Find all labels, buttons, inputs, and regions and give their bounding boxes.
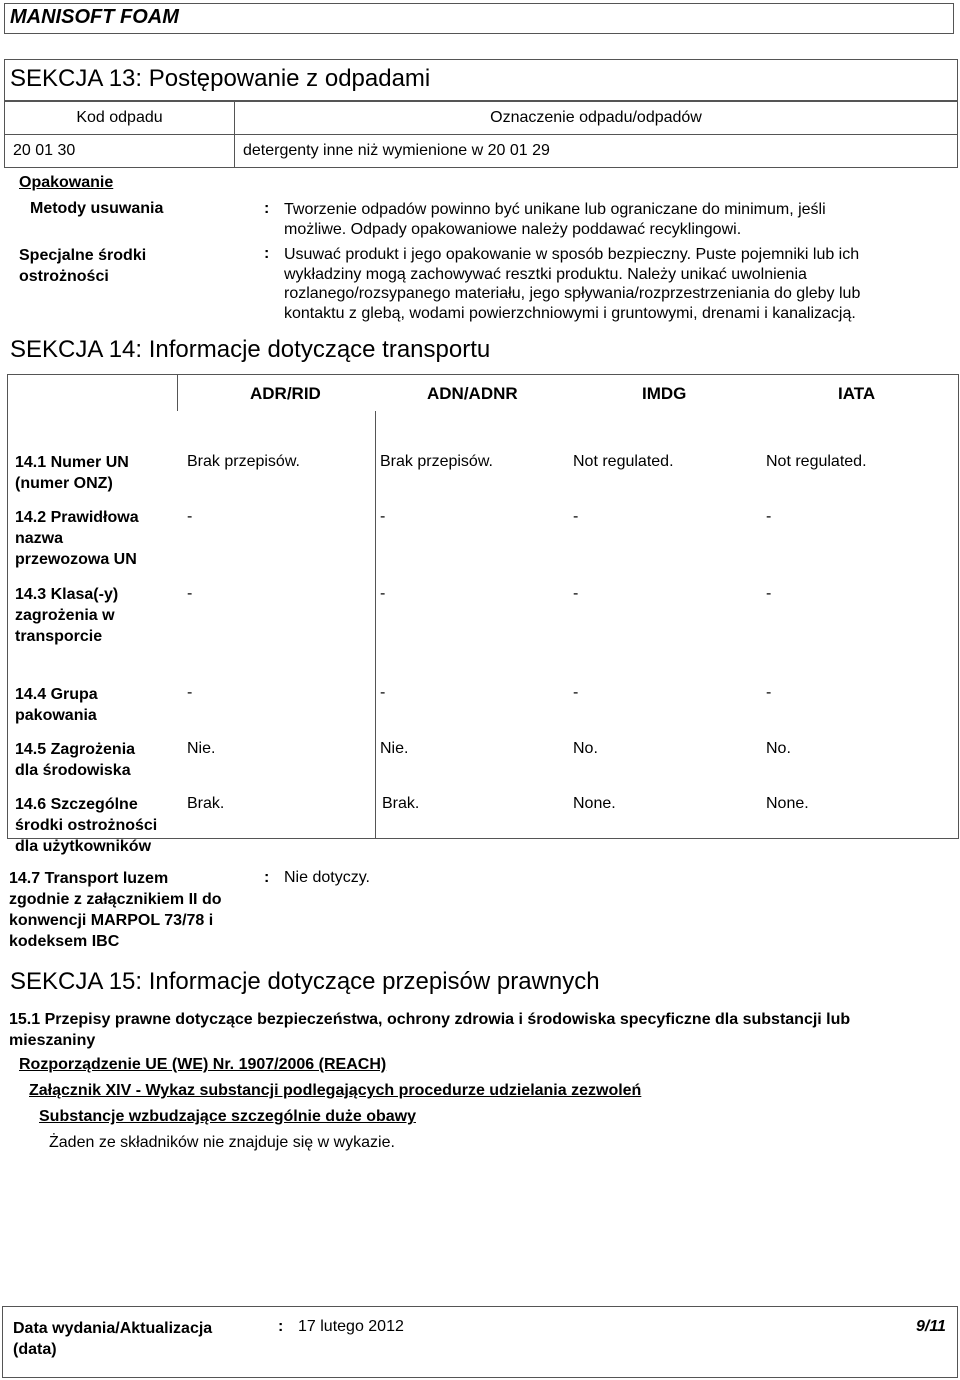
label-line: kodeksem IBC [9,933,120,950]
col-waste-code: Kod odpadu [5,102,235,135]
label-line: (data) [13,1341,57,1358]
col-imdg: IMDG [642,384,687,403]
environmental-adn: Nie. [380,739,409,757]
un-number-adn: Brak przepisów. [380,452,493,470]
bulk-transport-label [9,868,221,952]
label-line: Specjalne środki [19,247,147,264]
regulations-sub-heading [9,1009,954,1051]
row-label-user-precautions [15,794,157,857]
footer-date-value: 17 lutego 2012 [298,1318,404,1335]
label-line: środki ostrożności [15,816,158,834]
label-line: zagrożenia w [15,606,115,624]
hazard-class-adr: - [187,584,193,602]
transport-table [7,374,959,855]
label-line: dla środowiska [15,761,131,779]
text-line: Usuwać produkt i jego opakowanie w sposób bezpieczny. Puste pojemniki lub ich [284,246,860,263]
label-line: ostrożności [19,268,109,285]
colon: : [264,869,270,886]
un-number-adr: Brak przepisów. [187,452,300,470]
waste-table-header [5,102,958,135]
colon: : [278,1318,284,1335]
disposal-methods-text [284,200,826,239]
label-line: (numer ONZ) [15,474,113,492]
text-line: wykładziny mogą zachowywać resztki produktu. Należy unikać uwolnienia [284,265,807,283]
waste-designation: detergenty inne niż wymienione w 20 01 29 [235,135,958,168]
row-label-environmental [15,739,135,781]
packing-group-imdg: - [573,683,579,701]
environmental-adr: Nie. [187,739,216,757]
row-labels-cell [8,411,867,855]
bulk-transport-value: Nie dotyczy. [284,869,370,886]
shipping-name-iata: - [766,507,772,525]
annex-xiv-link[interactable]: Załącznik XIV - Wykaz substancji podlegających procedurze udzielania zezwoleń [29,1082,642,1099]
label-line: 14.1 Numer UN [15,453,129,471]
row-label-un-number [15,452,129,494]
colon: : [264,245,270,262]
text-line: Tworzenie odpadów powinno być unikane lub ograniczane do minimum, jeśli [284,201,826,218]
shipping-name-imdg: - [573,507,579,525]
hazard-class-imdg: - [573,584,579,602]
body-right [376,411,959,839]
page-number: 9/11 [916,1318,946,1335]
col-adn-adnr: ADN/ADNR [427,384,518,403]
transport-table-header [8,375,959,411]
section-13-heading: SEKCJA 13: Postępowanie z odpadami [10,65,431,92]
hazard-class-iata: - [766,584,772,602]
label-line: 14.2 Prawidłowa [15,508,139,526]
shipping-name-adn: - [380,507,386,525]
label-line: 14.5 Zagrożenia [15,740,136,758]
environmental-iata: No. [766,739,791,757]
label-line: Data wydania/Aktualizacja [13,1320,213,1337]
label-line: 14.6 Szczególne [15,795,138,813]
document-title: MANISOFT FOAM [10,6,179,28]
section-15-heading: SEKCJA 15: Informacje dotyczące przepisów prawnych [10,968,600,995]
label-line: zgodnie z załącznikiem II do [9,891,222,908]
user-precautions-adn: Brak. [382,794,420,812]
un-number-iata: Not regulated. [766,452,867,470]
label-line: transporcie [15,627,103,645]
special-precautions-label [19,245,146,287]
label-line: dla użytkowników [15,837,152,855]
label-line: nazwa [15,529,64,547]
text-line: możliwe. Odpady opakowaniowe należy poddawać recyklingowi. [284,220,742,238]
disposal-methods-label: Metody usuwania [30,200,164,217]
special-precautions-text [284,245,860,323]
header-blank [8,375,178,411]
colon: : [264,200,270,217]
label-line: konwencji MARPOL 73/78 i [9,912,214,929]
section-14-heading: SEKCJA 14: Informacje dotyczące transportu [10,336,491,363]
user-precautions-adr: Brak. [187,794,225,812]
svhc-link[interactable]: Substancje wzbudzające szczególnie duże obawy [39,1108,416,1125]
packing-group-adr: - [187,683,193,701]
transport-table-body [8,411,959,839]
svhc-text: Żaden ze składników nie znajduje się w wykazie. [49,1134,395,1151]
label-line: 14.4 Grupa [15,685,98,703]
header-columns [178,375,959,411]
row-label-hazard-class [15,584,118,647]
shipping-name-adr: - [187,507,193,525]
label-line: mieszaniny [9,1032,96,1049]
user-precautions-iata: None. [766,794,809,812]
label-line: przewozowa UN [15,550,137,568]
reach-regulation-link[interactable]: Rozporządzenie UE (WE) Nr. 1907/2006 (REACH) [19,1056,387,1073]
waste-code-table [4,101,958,168]
user-precautions-imdg: None. [573,794,616,812]
packing-group-adn: - [380,683,386,701]
col-iata: IATA [838,384,876,403]
label-line: 14.7 Transport luzem [9,870,169,887]
packing-group-iata: - [766,683,772,701]
text-line: kontaktu z glebą, wodami powierzchniowymi i gruntowymi, drenami i kanalizacją. [284,304,856,322]
footer-date-label [13,1318,212,1360]
label-line: 15.1 Przepisy prawne dotyczące bezpieczeństwa, ochrony zdrowia i środowiska specyficzne dla substancji lub [9,1011,851,1028]
un-number-imdg: Not regulated. [573,452,674,470]
packaging-label: Opakowanie [19,174,114,191]
row-label-packing-group [15,684,98,726]
waste-code: 20 01 30 [5,135,235,168]
col-waste-designation: Oznaczenie odpadu/odpadów [235,102,958,135]
environmental-imdg: No. [573,739,598,757]
text-line: rozlanego/rozsypanego materiału, jego spływania/rozprzestrzeniania do gleby lub [284,285,861,302]
label-line: 14.3 Klasa(-y) [15,585,119,603]
label-line: pakowania [15,706,97,724]
row-label-shipping-name [15,507,139,570]
col-adr-rid: ADR/RID [250,384,321,403]
table-row [5,135,958,168]
hazard-class-adn: - [380,584,386,602]
